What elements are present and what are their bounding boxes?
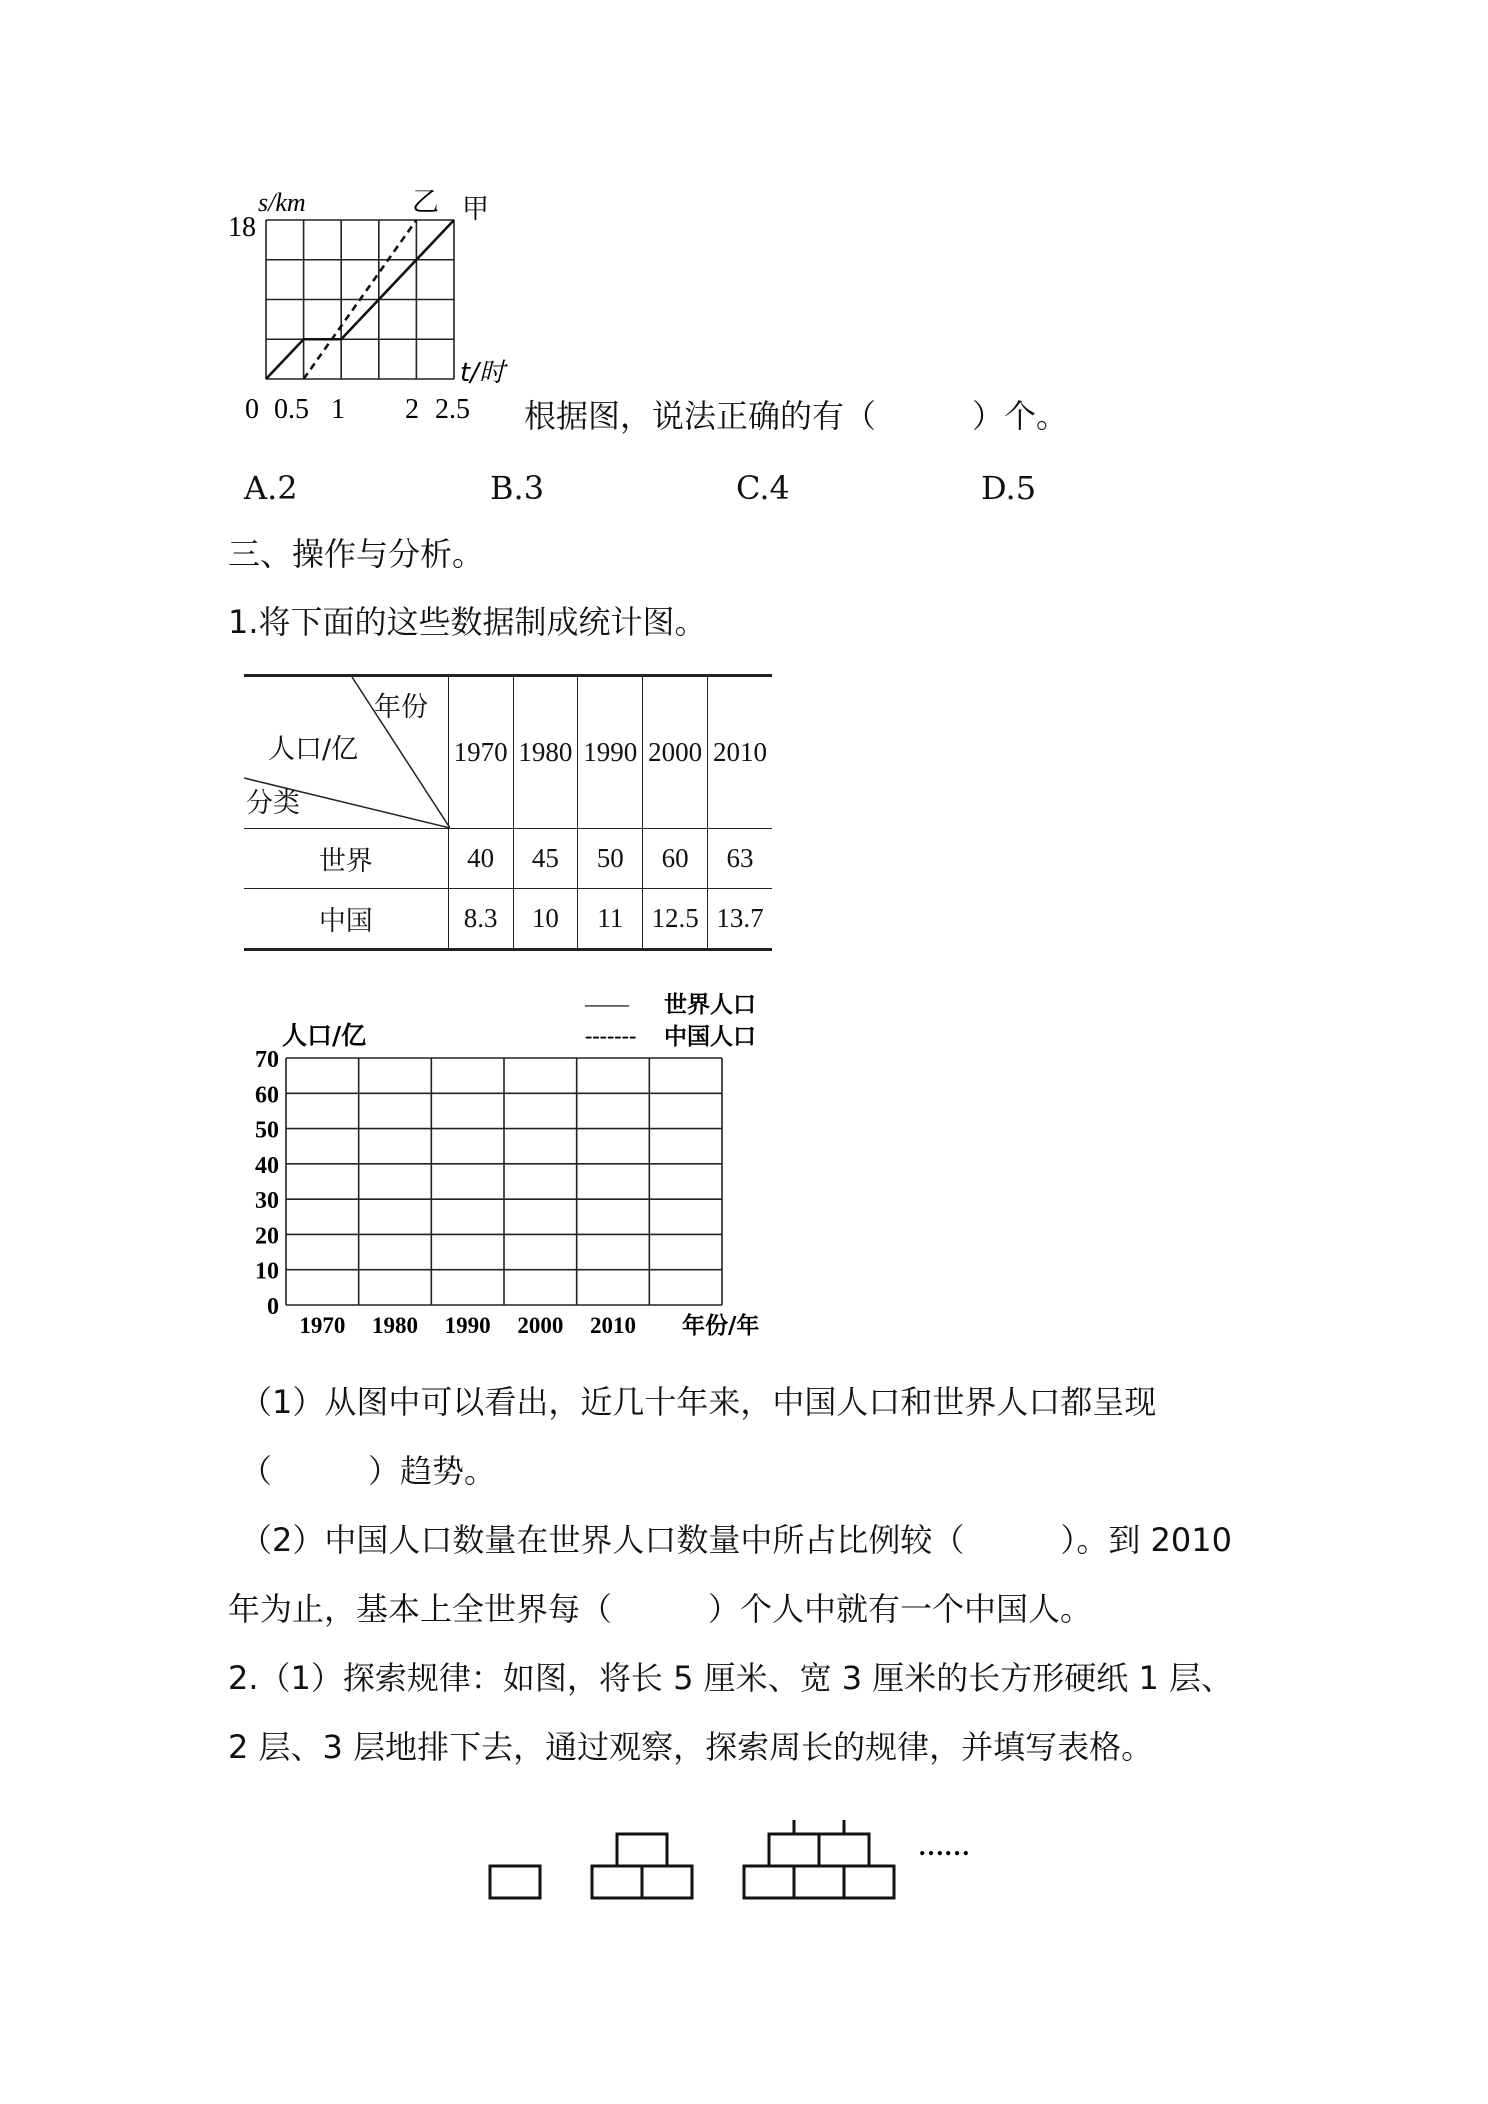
st-x-tick-2.5: 2.5 xyxy=(435,394,470,425)
st-y-max-label: 18 xyxy=(228,212,256,243)
china-2010: 13.7 xyxy=(708,889,772,950)
pop-y-tick-30: 30 xyxy=(255,1188,279,1215)
section-title: 三、操作与分析。 xyxy=(228,535,485,573)
st-x-tick-0: 0 xyxy=(245,394,259,425)
layer2-top-rect xyxy=(617,1834,667,1866)
pop-y-ticks xyxy=(255,1047,279,1320)
pop-x-tick-1980: 1980 xyxy=(372,1313,418,1338)
subquestion-2-line-1: （2）中国人口数量在世界人口数量中所占比例较（ ）。到 2010 xyxy=(240,1521,1232,1559)
pop-grid xyxy=(286,1058,722,1305)
china-1990: 11 xyxy=(578,889,643,950)
st-x-label: t/时 xyxy=(460,358,505,388)
row-label-china: 中国 xyxy=(244,889,448,950)
option-d[interactable]: D.5 xyxy=(981,469,1037,507)
table-row-china xyxy=(244,889,772,950)
legend-world-line: —— xyxy=(585,991,629,1016)
pop-x-tick-2000: 2000 xyxy=(517,1313,564,1338)
china-1980: 10 xyxy=(513,889,578,950)
question-2-line-2: 2 层、3 层地排下去，通过观察，探索周长的规律，并填写表格。 xyxy=(228,1728,1154,1766)
legend-china-line: ------- xyxy=(585,1023,637,1048)
pop-y-tick-20: 20 xyxy=(255,1223,279,1250)
layer3-bottom-rect-1 xyxy=(744,1866,794,1898)
world-1990: 50 xyxy=(578,829,643,889)
header-pop: 人口/亿 xyxy=(268,734,359,765)
layer2-bottom-rect-1 xyxy=(592,1866,642,1898)
pop-y-tick-40: 40 xyxy=(255,1152,279,1179)
pop-x-tick-2010: 2010 xyxy=(590,1313,636,1338)
subquestion-1-line-1: （1）从图中可以看出，近几十年来，中国人口和世界人口都呈现 xyxy=(240,1383,1157,1421)
layer2-bottom-rect-2 xyxy=(642,1866,692,1898)
layer3-bottom-rect-3 xyxy=(844,1866,894,1898)
rectangle-stack-figure xyxy=(480,1820,1020,1920)
pop-x-tick-1970: 1970 xyxy=(299,1313,346,1338)
layer1-rect xyxy=(490,1866,540,1898)
subquestion-2-line-2: 年为止，基本上全世界每（ ）个人中就有一个中国人。 xyxy=(228,1590,1093,1628)
table-header-diagonal-cell xyxy=(244,676,448,829)
header-year: 年份 xyxy=(374,692,428,723)
st-x-tick-2: 2 xyxy=(405,394,419,425)
option-a[interactable]: A.2 xyxy=(244,469,298,507)
option-c[interactable]: C.4 xyxy=(736,469,790,507)
st-y-label: s/km xyxy=(258,188,306,217)
china-2000: 12.5 xyxy=(643,889,708,950)
continuation-ellipsis: …… xyxy=(918,1832,970,1861)
year-1990: 1990 xyxy=(578,676,643,829)
st-label-yi: 乙 xyxy=(412,187,439,218)
legend-world-label: 世界人口 xyxy=(664,992,756,1018)
st-x-tick-0.5: 0.5 xyxy=(274,394,309,425)
row-label-world: 世界 xyxy=(244,829,448,889)
blank-population-chart xyxy=(230,980,830,1340)
pop-y-tick-10: 10 xyxy=(255,1258,279,1285)
option-b[interactable]: B.3 xyxy=(490,469,545,507)
question-2-line-1: 2.（1）探索规律：如图，将长 5 厘米、宽 3 厘米的长方形硬纸 1 层、 xyxy=(228,1659,1234,1697)
population-table xyxy=(244,674,772,951)
pop-y-tick-0: 0 xyxy=(267,1294,279,1320)
legend-china-label: 中国人口 xyxy=(664,1024,756,1050)
layer3-top-rect xyxy=(794,1820,844,1834)
layer3-bottom-rect-2 xyxy=(794,1866,844,1898)
pop-y-tick-60: 60 xyxy=(255,1082,279,1109)
header-category: 分类 xyxy=(246,788,300,819)
st-label-jia: 甲 xyxy=(462,194,489,225)
question-1-title: 1.将下面的这些数据制成统计图。 xyxy=(228,603,707,641)
world-2010: 63 xyxy=(708,829,772,889)
layer3-mid-rect-1 xyxy=(769,1834,819,1866)
year-2010: 2010 xyxy=(708,676,772,829)
distance-time-graph xyxy=(220,180,520,425)
world-2000: 60 xyxy=(643,829,708,889)
pop-x-label: 年份/年 xyxy=(682,1313,760,1339)
pop-y-tick-70: 70 xyxy=(255,1047,279,1073)
pop-x-tick-1990: 1990 xyxy=(444,1313,491,1338)
st-x-tick-1: 1 xyxy=(331,394,345,425)
world-1980: 45 xyxy=(513,829,578,889)
layer3-mid-rect-2 xyxy=(819,1834,869,1866)
china-1970: 8.3 xyxy=(448,889,513,950)
pop-y-tick-50: 50 xyxy=(255,1117,279,1144)
subquestion-1-line-2: （ ）趋势。 xyxy=(240,1452,497,1490)
year-1980: 1980 xyxy=(513,676,578,829)
table-row-world xyxy=(244,829,772,889)
world-1970: 40 xyxy=(448,829,513,889)
year-2000: 2000 xyxy=(643,676,708,829)
pop-y-label: 人口/亿 xyxy=(282,1021,367,1050)
question-stem: 根据图，说法正确的有（ ）个。 xyxy=(524,397,1069,435)
year-1970: 1970 xyxy=(448,676,513,829)
pop-x-ticks xyxy=(299,1313,636,1338)
